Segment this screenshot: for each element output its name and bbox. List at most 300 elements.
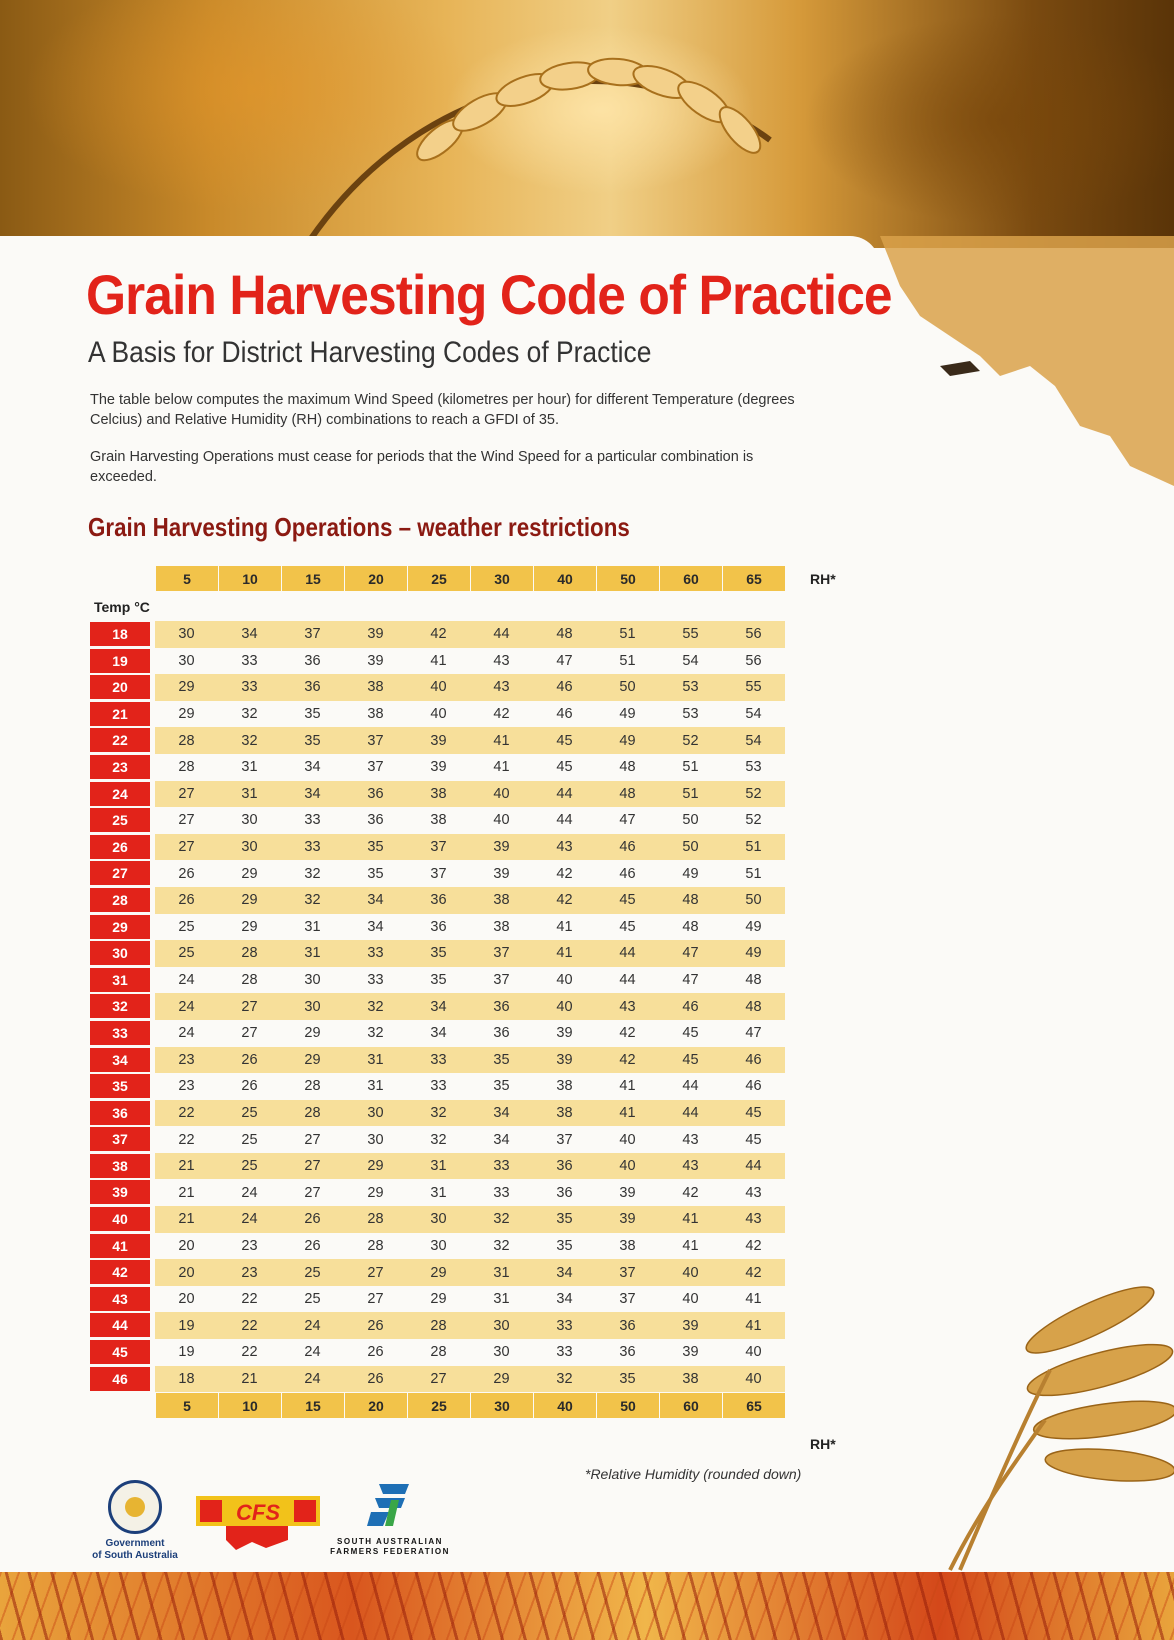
wind-speed-cell: 43 <box>533 834 596 861</box>
wind-speed-cell: 46 <box>745 1078 762 1095</box>
wind-speed-cell: 44 <box>682 1078 699 1095</box>
wind-speed-cell: 29 <box>304 1025 321 1042</box>
wind-speed-cell: 35 <box>367 865 384 882</box>
rh-header-row-top <box>90 566 785 593</box>
wind-speed-cell: 52 <box>659 727 722 754</box>
wind-speed-cell: 41 <box>619 1078 636 1095</box>
wind-speed-cell: 33 <box>367 972 384 989</box>
wind-speed-cell: 42 <box>533 887 596 914</box>
wind-speed-cell: 28 <box>241 972 258 989</box>
wind-speed-cell: 38 <box>533 1100 596 1127</box>
wind-speed-cell: 40 <box>682 1291 699 1308</box>
temp-cell: 43 <box>90 1287 150 1311</box>
table-row <box>90 1366 785 1393</box>
wind-speed-cell: 30 <box>344 1100 407 1127</box>
wind-speed-cell: 45 <box>596 887 659 914</box>
wind-speed-cell: 40 <box>596 1153 659 1180</box>
wind-speed-cell: 45 <box>556 759 573 776</box>
table-row <box>90 940 785 967</box>
wind-speed-cell: 46 <box>556 706 573 723</box>
wind-speed-cell: 38 <box>407 781 470 808</box>
wind-speed-cell: 25 <box>218 1153 281 1180</box>
wind-speed-cell: 48 <box>745 972 762 989</box>
rh-header-cell: 60 <box>660 566 722 591</box>
wind-speed-cell: 26 <box>155 887 218 914</box>
cfs-logo-text: CFS <box>236 1500 280 1525</box>
wind-speed-cell: 46 <box>533 674 596 701</box>
wind-speed-cell: 27 <box>218 993 281 1020</box>
temp-cell: 32 <box>90 994 150 1018</box>
table-row <box>90 1153 785 1180</box>
wheat-stalks-graphic <box>940 1250 1174 1580</box>
wind-speed-cell: 35 <box>596 1366 659 1393</box>
wind-speed-cell: 24 <box>218 1206 281 1233</box>
temp-cell: 22 <box>90 728 150 752</box>
rh-header-cell: 15 <box>282 566 344 591</box>
wind-speed-cell: 34 <box>493 1131 510 1148</box>
wind-speed-cell: 28 <box>407 1312 470 1339</box>
temp-cell: 38 <box>90 1154 150 1178</box>
wind-speed-cell: 45 <box>722 1100 785 1127</box>
wind-speed-cell: 48 <box>682 918 699 935</box>
table-row <box>90 1126 785 1153</box>
table-row <box>90 1259 785 1286</box>
wind-speed-cell: 51 <box>596 621 659 648</box>
wind-speed-cell: 43 <box>470 674 533 701</box>
wind-speed-cell: 23 <box>241 1237 258 1254</box>
wind-speed-cell: 34 <box>470 1100 533 1127</box>
wind-speed-cell: 32 <box>344 993 407 1020</box>
wind-speed-cell: 39 <box>367 652 384 669</box>
wind-speed-cell: 43 <box>493 652 510 669</box>
wind-speed-cell: 24 <box>281 1312 344 1339</box>
rh-header-cell: 65 <box>723 566 785 591</box>
temp-cell: 42 <box>90 1260 150 1284</box>
table-row <box>90 1339 785 1366</box>
rh-header-cell: 20 <box>345 566 407 591</box>
table-row <box>90 1073 785 1100</box>
wind-speed-cell: 40 <box>659 1259 722 1286</box>
wind-speed-cell: 33 <box>493 1184 510 1201</box>
wind-speed-cell: 33 <box>344 940 407 967</box>
wind-speed-cell: 44 <box>596 940 659 967</box>
wind-speed-cell: 25 <box>241 1131 258 1148</box>
wind-speed-cell: 56 <box>745 652 762 669</box>
wind-speed-cell: 35 <box>430 972 447 989</box>
wind-speed-cell: 45 <box>659 1047 722 1074</box>
wind-speed-cell: 37 <box>430 865 447 882</box>
wind-speed-cell: 45 <box>745 1131 762 1148</box>
wind-speed-cell: 30 <box>493 1344 510 1361</box>
wind-speed-cell: 48 <box>722 993 785 1020</box>
wind-speed-cell: 40 <box>556 972 573 989</box>
table-row <box>90 1233 785 1260</box>
rh-header-cell: 50 <box>597 566 659 591</box>
wind-speed-cell: 41 <box>745 1291 762 1308</box>
wind-speed-cell: 37 <box>493 972 510 989</box>
temp-cell: 21 <box>90 702 150 726</box>
rh-header-cell: 40 <box>534 1393 596 1418</box>
wind-speed-cell: 48 <box>533 621 596 648</box>
wind-speed-cell: 52 <box>745 812 762 829</box>
wind-speed-cell: 46 <box>619 865 636 882</box>
wind-speed-cell: 34 <box>344 887 407 914</box>
wind-speed-cell: 33 <box>241 652 258 669</box>
wind-speed-cell: 21 <box>178 1184 195 1201</box>
wind-speed-cell: 40 <box>745 1344 762 1361</box>
temp-cell: 31 <box>90 968 150 992</box>
wind-speed-cell: 39 <box>430 759 447 776</box>
wind-speed-cell: 29 <box>407 1259 470 1286</box>
wind-speed-cell: 34 <box>430 1025 447 1042</box>
wind-speed-cell: 53 <box>745 759 762 776</box>
table-row <box>90 860 785 887</box>
wind-speed-cell: 22 <box>218 1312 281 1339</box>
intro-paragraph-1: The table below computes the maximum Wind Speed (kilometres per hour) for different Temperature (degrees Celcius) and Relative Humidity (RH) combinations to reach a GFDI of 35. <box>90 392 795 428</box>
wind-speed-cell: 32 <box>218 727 281 754</box>
wind-speed-cell: 29 <box>218 887 281 914</box>
wind-speed-cell: 30 <box>430 1237 447 1254</box>
wind-speed-cell: 39 <box>556 1025 573 1042</box>
wind-speed-cell: 36 <box>344 781 407 808</box>
wind-speed-cell: 42 <box>745 1237 762 1254</box>
temp-cell: 18 <box>90 622 150 646</box>
temp-cell: 24 <box>90 782 150 806</box>
wheat-head-graphic <box>300 20 820 250</box>
wind-speed-cell: 31 <box>430 1184 447 1201</box>
saff-logo-line1: SOUTH AUSTRALIAN <box>337 1537 443 1546</box>
wind-speed-cell: 49 <box>596 727 659 754</box>
rh-header-cell: 50 <box>597 1393 659 1418</box>
gov-south-australia-logo <box>80 1480 190 1562</box>
gov-logo-line1: Government <box>105 1538 165 1549</box>
wind-speed-cell: 47 <box>682 972 699 989</box>
rh-header-cell: 65 <box>723 1393 785 1418</box>
wind-speed-cell: 47 <box>556 652 573 669</box>
wind-speed-cell: 41 <box>493 759 510 776</box>
wind-speed-cell: 39 <box>470 834 533 861</box>
wind-speed-cell: 42 <box>556 865 573 882</box>
temp-cell: 28 <box>90 888 150 912</box>
wind-speed-cell: 40 <box>493 812 510 829</box>
table-row <box>90 701 785 728</box>
wind-speed-cell: 29 <box>155 674 218 701</box>
wind-speed-cell: 35 <box>470 1047 533 1074</box>
wind-speed-cell: 36 <box>533 1153 596 1180</box>
page-title: Grain Harvesting Code of Practice <box>86 263 892 326</box>
wind-speed-cell: 40 <box>430 706 447 723</box>
wind-speed-cell: 28 <box>367 1237 384 1254</box>
page-subtitle: A Basis for District Harvesting Codes of Practice <box>88 336 652 369</box>
wind-speed-cell: 31 <box>367 1078 384 1095</box>
wind-speed-cell: 33 <box>281 834 344 861</box>
wind-speed-cell: 32 <box>533 1366 596 1393</box>
temp-cell: 19 <box>90 649 150 673</box>
wind-speed-cell: 42 <box>493 706 510 723</box>
wind-speed-cell: 37 <box>596 1259 659 1286</box>
wind-speed-cell: 41 <box>722 1312 785 1339</box>
wind-speed-cell: 49 <box>619 706 636 723</box>
wind-speed-cell: 28 <box>155 727 218 754</box>
wind-speed-cell: 36 <box>367 812 384 829</box>
wind-speed-cell: 37 <box>619 1291 636 1308</box>
wind-speed-cell: 28 <box>430 1344 447 1361</box>
wind-speed-cell: 30 <box>155 621 218 648</box>
table-row <box>90 1286 785 1313</box>
decorative-bottom-strip <box>0 1572 1174 1640</box>
wind-speed-cell: 43 <box>659 1153 722 1180</box>
wind-speed-cell: 30 <box>178 652 195 669</box>
intro-paragraph-2: Grain Harvesting Operations must cease for periods that the Wind Speed for a particular combination is exceeded. <box>90 449 754 485</box>
wind-speed-cell: 44 <box>556 812 573 829</box>
wind-speed-cell: 25 <box>304 1291 321 1308</box>
wind-speed-cell: 48 <box>619 759 636 776</box>
wind-speed-cell: 24 <box>178 972 195 989</box>
wind-speed-cell: 22 <box>155 1100 218 1127</box>
wind-speed-cell: 48 <box>596 781 659 808</box>
rh-header-cell: 5 <box>156 1393 218 1418</box>
wind-speed-cell: 29 <box>281 1047 344 1074</box>
wind-speed-cell: 44 <box>533 781 596 808</box>
section-title: Grain Harvesting Operations – weather restrictions <box>88 512 630 542</box>
state-seal-icon <box>108 1480 162 1534</box>
wind-speed-cell: 39 <box>407 727 470 754</box>
wind-speed-cell: 26 <box>304 1237 321 1254</box>
wind-speed-cell: 28 <box>304 1078 321 1095</box>
wind-speed-cell: 26 <box>241 1078 258 1095</box>
rh-header-cell: 25 <box>408 1393 470 1418</box>
wind-speed-cell: 19 <box>155 1312 218 1339</box>
wind-speed-cell: 28 <box>178 759 195 776</box>
table-row <box>90 1047 785 1074</box>
wind-speed-cell: 40 <box>407 674 470 701</box>
temp-cell: 35 <box>90 1074 150 1098</box>
wind-speed-cell: 23 <box>218 1259 281 1286</box>
wind-speed-cell: 30 <box>281 993 344 1020</box>
wind-speed-cell: 38 <box>470 887 533 914</box>
wind-speed-cell: 19 <box>178 1344 195 1361</box>
wind-speed-cell: 29 <box>241 865 258 882</box>
wind-speed-cell: 50 <box>682 812 699 829</box>
wind-speed-cell: 50 <box>722 887 785 914</box>
wind-speed-cell: 40 <box>470 781 533 808</box>
wind-speed-cell: 32 <box>367 1025 384 1042</box>
wind-speed-cell: 31 <box>281 940 344 967</box>
wind-speed-cell: 37 <box>344 727 407 754</box>
temp-cell: 26 <box>90 835 150 859</box>
table-row <box>90 1179 785 1206</box>
wind-speed-cell: 30 <box>407 1206 470 1233</box>
wind-speed-cell: 28 <box>344 1206 407 1233</box>
wind-speed-cell: 44 <box>619 972 636 989</box>
table-row <box>90 1206 785 1233</box>
table-row <box>90 834 785 861</box>
rh-header-cell: 30 <box>471 566 533 591</box>
wind-speed-cell: 27 <box>281 1153 344 1180</box>
wind-speed-cell: 22 <box>178 1131 195 1148</box>
wind-speed-cell: 51 <box>619 652 636 669</box>
wind-speed-cell: 56 <box>722 621 785 648</box>
temp-cell: 25 <box>90 808 150 832</box>
wind-speed-cell: 47 <box>659 940 722 967</box>
wind-speed-cell: 33 <box>407 1047 470 1074</box>
table-row <box>90 781 785 808</box>
wind-speed-cell: 40 <box>722 1366 785 1393</box>
wind-speed-cell: 39 <box>619 1184 636 1201</box>
wind-speed-cell: 42 <box>619 1025 636 1042</box>
wind-speed-cell: 41 <box>430 652 447 669</box>
temp-cell: 44 <box>90 1313 150 1337</box>
wind-speed-cell: 33 <box>470 1153 533 1180</box>
wind-speed-cell: 39 <box>659 1312 722 1339</box>
wind-speed-cell: 27 <box>241 1025 258 1042</box>
temp-cell: 39 <box>90 1180 150 1204</box>
table-row <box>90 727 785 754</box>
wind-speed-cell: 49 <box>682 865 699 882</box>
wind-speed-cell: 33 <box>304 812 321 829</box>
wind-speed-cell: 41 <box>596 1100 659 1127</box>
temp-cell: 29 <box>90 915 150 939</box>
table-row <box>90 807 785 834</box>
wind-speed-cell: 49 <box>745 918 762 935</box>
wind-speed-cell: 26 <box>218 1047 281 1074</box>
table-row <box>90 967 785 994</box>
wind-speed-cell: 38 <box>619 1237 636 1254</box>
wind-speed-cell: 50 <box>596 674 659 701</box>
wind-speed-cell: 37 <box>556 1131 573 1148</box>
wind-speed-cell: 38 <box>659 1366 722 1393</box>
wind-speed-cell: 43 <box>722 1206 785 1233</box>
wind-speed-cell: 31 <box>470 1259 533 1286</box>
wind-speed-cell: 43 <box>682 1131 699 1148</box>
wind-speed-cell: 35 <box>344 834 407 861</box>
temp-cell: 30 <box>90 941 150 965</box>
south-australia-map-graphic <box>880 236 1174 486</box>
gov-logo-line2: of South Australia <box>92 1550 178 1561</box>
temp-cell: 45 <box>90 1340 150 1364</box>
table-row <box>90 914 785 941</box>
wind-speed-cell: 31 <box>304 918 321 935</box>
wind-speed-cell: 46 <box>596 834 659 861</box>
wind-speed-cell: 35 <box>533 1206 596 1233</box>
saff-logo-line2: FARMERS FEDERATION <box>330 1547 450 1556</box>
wind-speed-cell: 55 <box>722 674 785 701</box>
wind-speed-cell: 52 <box>722 781 785 808</box>
wind-speed-cell: 27 <box>155 781 218 808</box>
table-row <box>90 1020 785 1047</box>
wind-speed-cell: 31 <box>241 759 258 776</box>
wind-speed-cell: 34 <box>304 759 321 776</box>
wind-speed-cell: 32 <box>407 1100 470 1127</box>
wind-speed-cell: 45 <box>682 1025 699 1042</box>
wind-speed-cell: 24 <box>241 1184 258 1201</box>
wind-speed-cell: 33 <box>533 1312 596 1339</box>
wind-speed-cell: 24 <box>304 1344 321 1361</box>
wind-speed-cell: 51 <box>745 865 762 882</box>
temp-cell: 23 <box>90 755 150 779</box>
wind-speed-cell: 35 <box>493 1078 510 1095</box>
wind-speed-cell: 40 <box>619 1131 636 1148</box>
wind-speed-cell: 41 <box>470 727 533 754</box>
wind-speed-cell: 36 <box>596 1312 659 1339</box>
wind-speed-cell: 38 <box>556 1078 573 1095</box>
table-body <box>90 621 785 1392</box>
temp-cell: 33 <box>90 1021 150 1045</box>
wind-speed-cell: 21 <box>155 1206 218 1233</box>
wind-speed-cell: 20 <box>155 1259 218 1286</box>
wind-speed-cell: 43 <box>596 993 659 1020</box>
wind-speed-cell: 34 <box>281 781 344 808</box>
wind-speed-cell: 54 <box>682 652 699 669</box>
rh-header-cell: 15 <box>282 1393 344 1418</box>
wind-speed-cell: 55 <box>659 621 722 648</box>
wind-speed-cell: 33 <box>218 674 281 701</box>
wind-speed-cell: 31 <box>218 781 281 808</box>
wind-speed-cell: 38 <box>430 812 447 829</box>
wind-speed-cell: 36 <box>281 674 344 701</box>
wind-speed-cell: 41 <box>556 918 573 935</box>
wind-speed-cell: 30 <box>304 972 321 989</box>
wind-speed-cell: 28 <box>281 1100 344 1127</box>
rh-header-cell: 25 <box>408 566 470 591</box>
wind-speed-cell: 36 <box>493 1025 510 1042</box>
temp-cell: 41 <box>90 1234 150 1258</box>
wind-speed-cell: 31 <box>344 1047 407 1074</box>
wind-speed-cell: 42 <box>407 621 470 648</box>
table-row <box>90 1312 785 1339</box>
table-row <box>90 648 785 675</box>
wind-speed-cell: 29 <box>178 706 195 723</box>
wind-speed-cell: 47 <box>745 1025 762 1042</box>
wind-speed-cell: 35 <box>281 727 344 754</box>
wind-speed-cell: 24 <box>178 1025 195 1042</box>
wind-speed-cell: 41 <box>533 940 596 967</box>
wind-speed-cell: 46 <box>722 1047 785 1074</box>
wind-speed-cell: 36 <box>407 887 470 914</box>
wind-speed-cell: 54 <box>722 727 785 754</box>
wind-speed-cell: 30 <box>470 1312 533 1339</box>
wind-speed-cell: 41 <box>659 1206 722 1233</box>
rh-label-top: RH* <box>810 571 836 587</box>
wind-speed-cell: 26 <box>281 1206 344 1233</box>
wind-speed-cell: 34 <box>407 993 470 1020</box>
wind-speed-cell: 27 <box>344 1259 407 1286</box>
wind-speed-cell: 32 <box>470 1206 533 1233</box>
wind-speed-cell: 27 <box>367 1291 384 1308</box>
wind-speed-cell: 31 <box>493 1291 510 1308</box>
wind-speed-cell: 36 <box>304 652 321 669</box>
rh-header-cell: 20 <box>345 1393 407 1418</box>
wind-speed-cell: 18 <box>155 1366 218 1393</box>
wind-speed-cell: 32 <box>430 1131 447 1148</box>
wind-speed-cell: 32 <box>304 865 321 882</box>
footnote: *Relative Humidity (rounded down) <box>585 1466 802 1482</box>
wind-speed-cell: 29 <box>367 1184 384 1201</box>
wind-speed-cell: 44 <box>470 621 533 648</box>
wind-speed-cell: 25 <box>155 940 218 967</box>
wind-speed-cell: 37 <box>407 834 470 861</box>
wind-speed-cell: 44 <box>722 1153 785 1180</box>
wind-speed-cell: 46 <box>659 993 722 1020</box>
wind-speed-cell: 21 <box>155 1153 218 1180</box>
temp-cell: 27 <box>90 861 150 885</box>
temp-cell: 46 <box>90 1367 150 1391</box>
temp-cell: 34 <box>90 1048 150 1072</box>
weather-restrictions-table <box>90 566 785 1420</box>
wind-speed-cell: 27 <box>155 834 218 861</box>
wind-speed-cell: 25 <box>281 1259 344 1286</box>
wind-speed-cell: 26 <box>178 865 195 882</box>
